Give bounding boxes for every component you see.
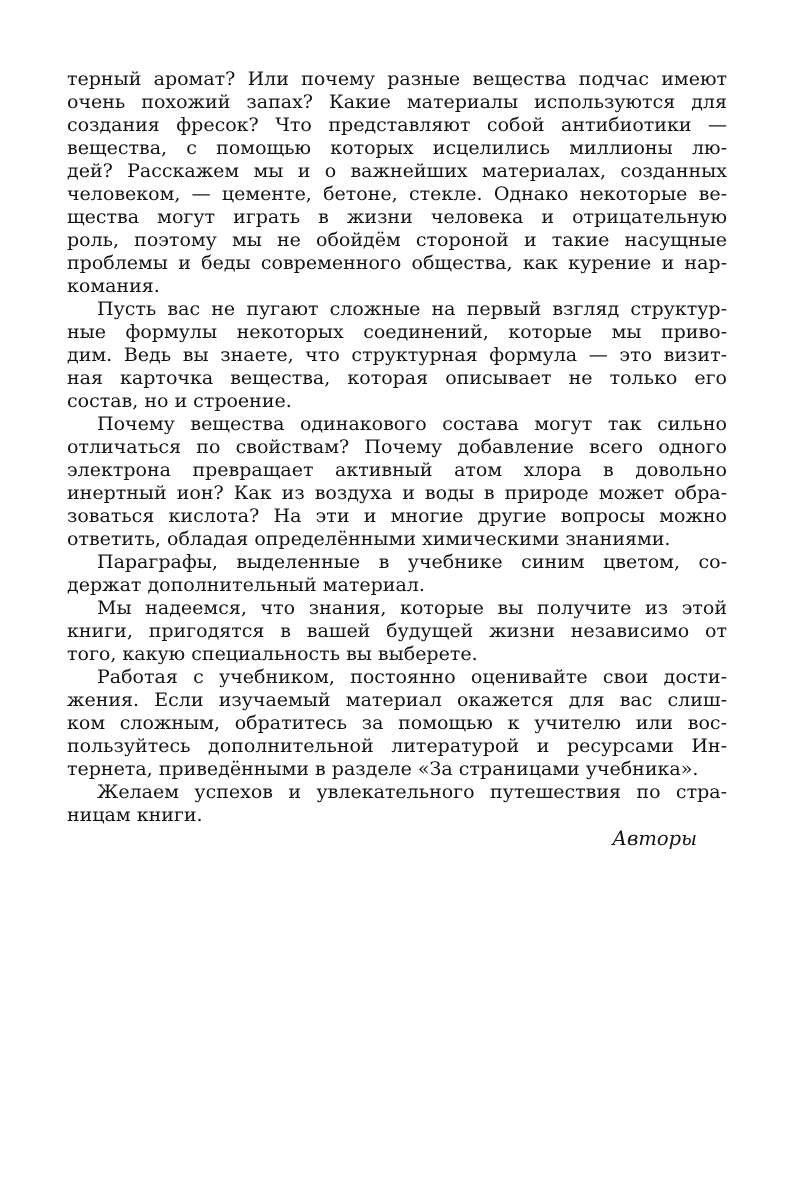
text-line: терный аромат? Или почему разные вещества подчас имеют [67,68,727,90]
paragraph [67,413,727,551]
paragraph [67,551,727,597]
text-line: ницам книги. [67,804,203,826]
text-line: зоваться кислота? На эти и многие другие вопросы можно [67,505,727,527]
text-line: Желаем успехов и увлекательного путешествия по стра- [97,781,727,803]
paragraphs-container [67,68,727,827]
preface-text-block [67,68,727,850]
text-line: инертный ион? Как из воздуха и воды в природе может обра- [67,482,727,504]
text-line: щества могут играть в жизни человека и отрицательную [67,206,727,228]
text-line: тернета, приведёнными в разделе «За страницами учебника». [67,758,699,780]
text-line: очень похожий запах? Какие материалы используются для [67,91,727,113]
text-line: ная карточка вещества, которая описывает не только его [67,367,727,389]
text-line: создания фресок? Что представляют собой антибиотики — [67,114,727,136]
text-line: книги, пригодятся в вашей будущей жизни независимо от [67,620,727,642]
text-line: Работая с учебником, постоянно оценивайте свои дости- [97,666,727,688]
text-line: дим. Ведь вы знаете, что структурная формула — это визит- [67,344,727,366]
text-line: электрона превращает активный атом хлора в довольно [67,459,727,481]
text-line: жения. Если изучаемый материал окажется для вас слиш- [67,689,727,711]
text-line: вещества, с помощью которых исцелились миллионы лю- [67,137,727,159]
text-line: Мы надеемся, что знания, которые вы получите из этой [97,597,727,619]
text-line: Пусть вас не пугают сложные на первый взгляд структур- [97,298,727,320]
text-line: ком сложным, обратитесь за помощью к учителю или вос- [67,712,727,734]
text-line: отличаться по свойствам? Почему добавление всего одного [67,436,727,458]
paragraph [67,68,727,298]
text-line: Почему вещества одинакового состава могут так сильно [97,413,727,435]
paragraph [67,781,727,827]
text-line: комания. [67,275,160,297]
text-line: пользуйтесь дополнительной литературой и ресурсами Ин- [67,735,727,757]
text-line: держат дополнительный материал. [67,574,425,596]
author-signature: Авторы [612,827,697,850]
text-line: ответить, обладая определёнными химическими знаниями. [67,528,671,550]
paragraph [67,298,727,413]
paragraph [67,597,727,666]
text-line: роль, поэтому мы не обойдём стороной и такие насущные [67,229,727,251]
paragraph [67,666,727,781]
text-line: дей? Расскажем мы и о важнейших материалах, созданных [67,160,727,182]
text-line: проблемы и беды современного общества, как курение и нар- [67,252,727,274]
text-line: ные формулы некоторых соединений, которые мы приво- [67,321,727,343]
text-line: состав, но и строение. [67,390,292,412]
text-line: того, какую специальность вы выберете. [67,643,478,665]
text-line: Параграфы, выделенные в учебнике синим цветом, со- [97,551,727,573]
text-line: человеком, — цементе, бетоне, стекле. Однако некоторые ве- [67,183,727,205]
